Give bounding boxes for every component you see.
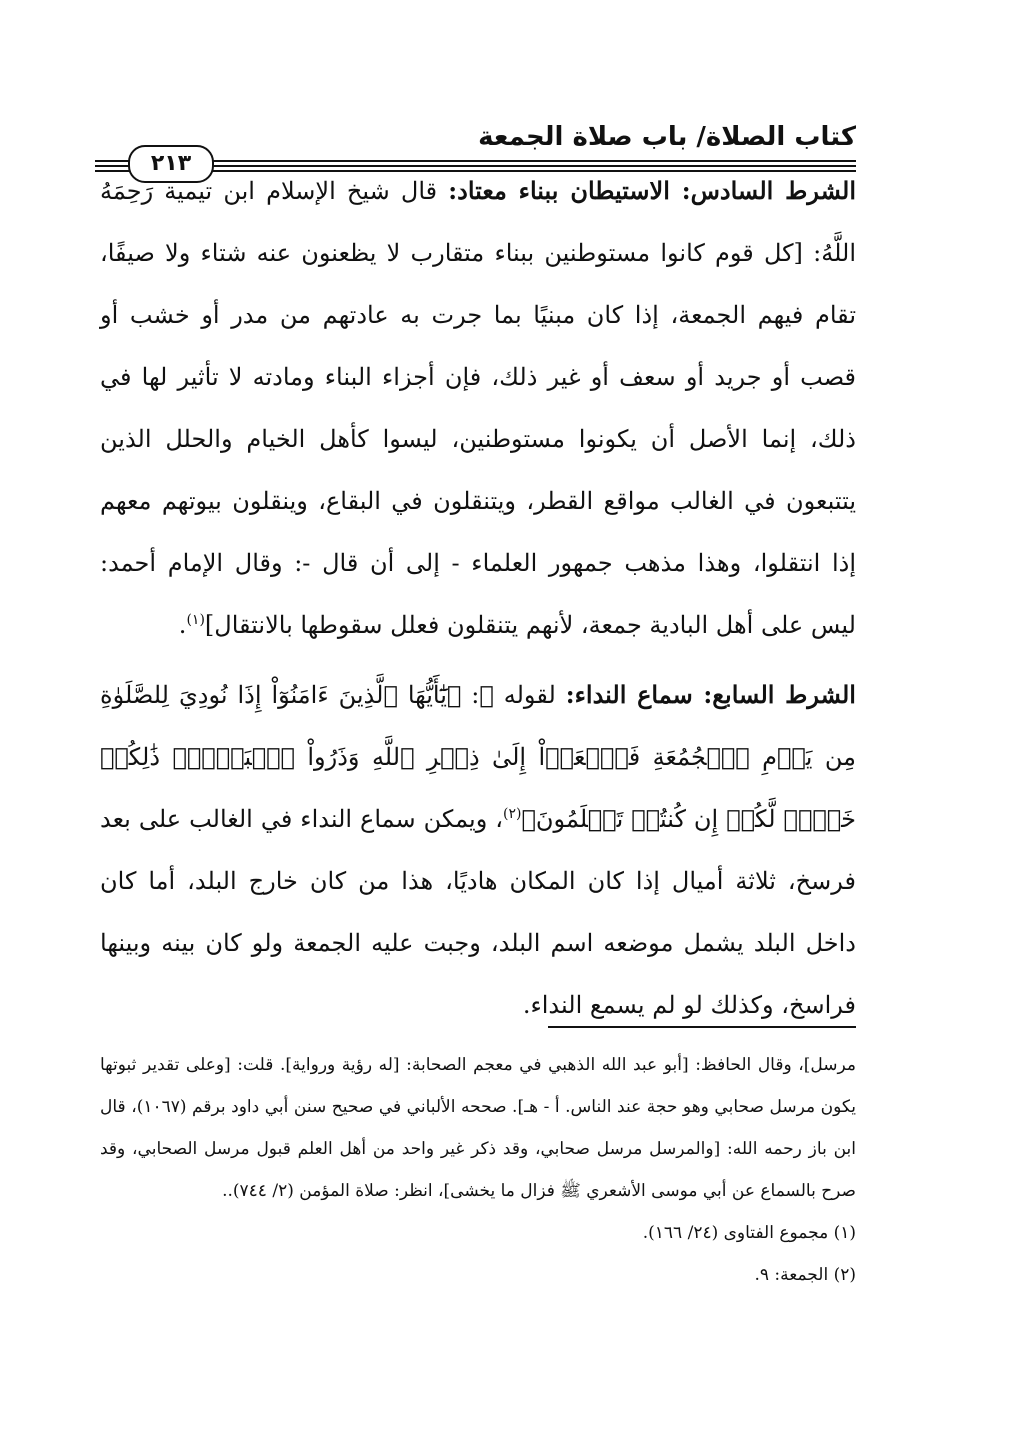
condition-6-heading: الشرط السادس: الاستيطان ببناء معتاد: [448, 176, 857, 205]
footnote-1: (١) مجموع الفتاوى (٢٤/ ١٦٦). [642, 1223, 856, 1243]
condition-7-text: ، ويمكن سماع النداء في الغالب على بعد فرسخ، ثلاثة أميال إذا كان المكان هاديًا، هذا من كان خارج البلد، أما كان داخل البلد يشمل موضعه اسم البلد، وجبت عليه الجمعة ولو كان بينه وبينها فراسخ، وكذلك لو لم يسمع النداء. [100, 805, 856, 1019]
footnote-ref-1: (١) [186, 612, 205, 628]
running-header: كتاب الصلاة/ باب صلاة الجمعة [478, 122, 856, 152]
condition-6-text: قال شيخ الإسلام ابن تيمية رَحِمَهُ اللَّهُ: [كل قوم كانوا مستوطنين ببناء متقارب لا يظعنون عنه شتاء ولا صيفًا، تقام فيهم الجمعة، إذا كان مبنيًا بما جرت به عادتهم من مدر أو خشب أو قصب أو جريد أو سعف أو غير ذلك، فإن أجزاء البناء ومادته لا تأثير لها في ذلك، إنما الأصل أن يكونوا مستوطنين، ليسوا كأهل الخيام والحلل الذين يتتبعون في الغالب مواقع القطر، ويتنقلون في البقاع، وينقلون بيوتهم معهم إذا انتقلوا، وهذا مذهب جمهور العلماء - إلى أن قال -: وقال الإمام أحمد: ليس على أهل البادية جمعة، لأنهم يتنقلون فعلل سقوطها بالانتقال] [100, 177, 857, 639]
footnote-2: (٢) الجمعة: ٩. [754, 1265, 856, 1285]
condition-7-heading: الشرط السابع: سماع النداء: [565, 680, 856, 709]
paragraph-condition-7 [100, 664, 856, 1036]
footnotes [100, 1044, 856, 1296]
page-number: ٢١٣ [128, 145, 214, 183]
main-text [100, 160, 856, 1036]
footnote-continuation: مرسل]، وقال الحافظ: [أبو عبد الله الذهبي في معجم الصحابة: [له رؤية ورواية]. قلت: [وعلى تقدير ثبوتها يكون مرسل صحابي وهو حجة عند الناس. أ - هـ]. صححه الألباني في صحيح سنن أبي داود برقم (١٠٦٧)، قال ابن باز رحمه الله: [والمرسل مرسل صحابي، وقد ذكر غير واحد من أهل العلم قبول مرسل الصحابي، وقد صرح بالسماع عن أبي موسى الأشعري ﷺ فزال ما يخشى]، انظر: صلاة المؤمن (٢/ ٧٤٤).. [100, 1055, 857, 1201]
footnote-separator [548, 1026, 856, 1028]
condition-7-intro: لقوله ﷻ: [471, 681, 556, 709]
quran-verse: ﴿يَٰٓأَيُّهَا ٱلَّذِينَ ءَامَنُوٓاْ إِذَا نُودِيَ لِلصَّلَوٰةِ مِن يَوۡمِ ٱلۡجُمُعَةِ فَٱسۡعَوۡاْ إِلَىٰ ذِكۡرِ ٱللَّهِ وَذَرُواْ ٱلۡبَيۡعَۚ ذَٰلِكُمۡ خَيۡرٞ لَّكُمۡ إِن كُنتُمۡ تَعۡلَمُونَ﴾ [100, 681, 857, 833]
footnote-ref-2: (٢) [503, 806, 522, 822]
paragraph-condition-6: الشرط السادس: الاستيطان ببناء معتاد: قال شيخ الإسلام ابن تيمية رَحِمَهُ اللَّهُ: [كل قوم كانوا مستوطنين ببناء متقارب لا يظعنون عنه شتاء ولا صيفًا، تقام فيهم الجمعة، إذا كان مبنيًا بما جرت به عادتهم من مدر أو خشب أو قصب أو جريد أو سعف أو غير ذلك، فإن أجزاء البناء ومادته لا تأثير لها في ذلك، إنما الأصل أن يكونوا مستوطنين، ليسوا كأهل الخيام والحلل الذين يتتبعون في الغالب مواقع القطر، ويتنقلون في البقاع، وينقلون بيوتهم معهم إذا انتقلوا، وهذا مذهب جمهور العلماء - إلى أن قال -: وقال الإمام أحمد: ليس على أهل البادية جمعة، لأنهم يتنقلون فعلل سقوطها بالانتقال]$^{(١)}$. [100, 176, 857, 639]
